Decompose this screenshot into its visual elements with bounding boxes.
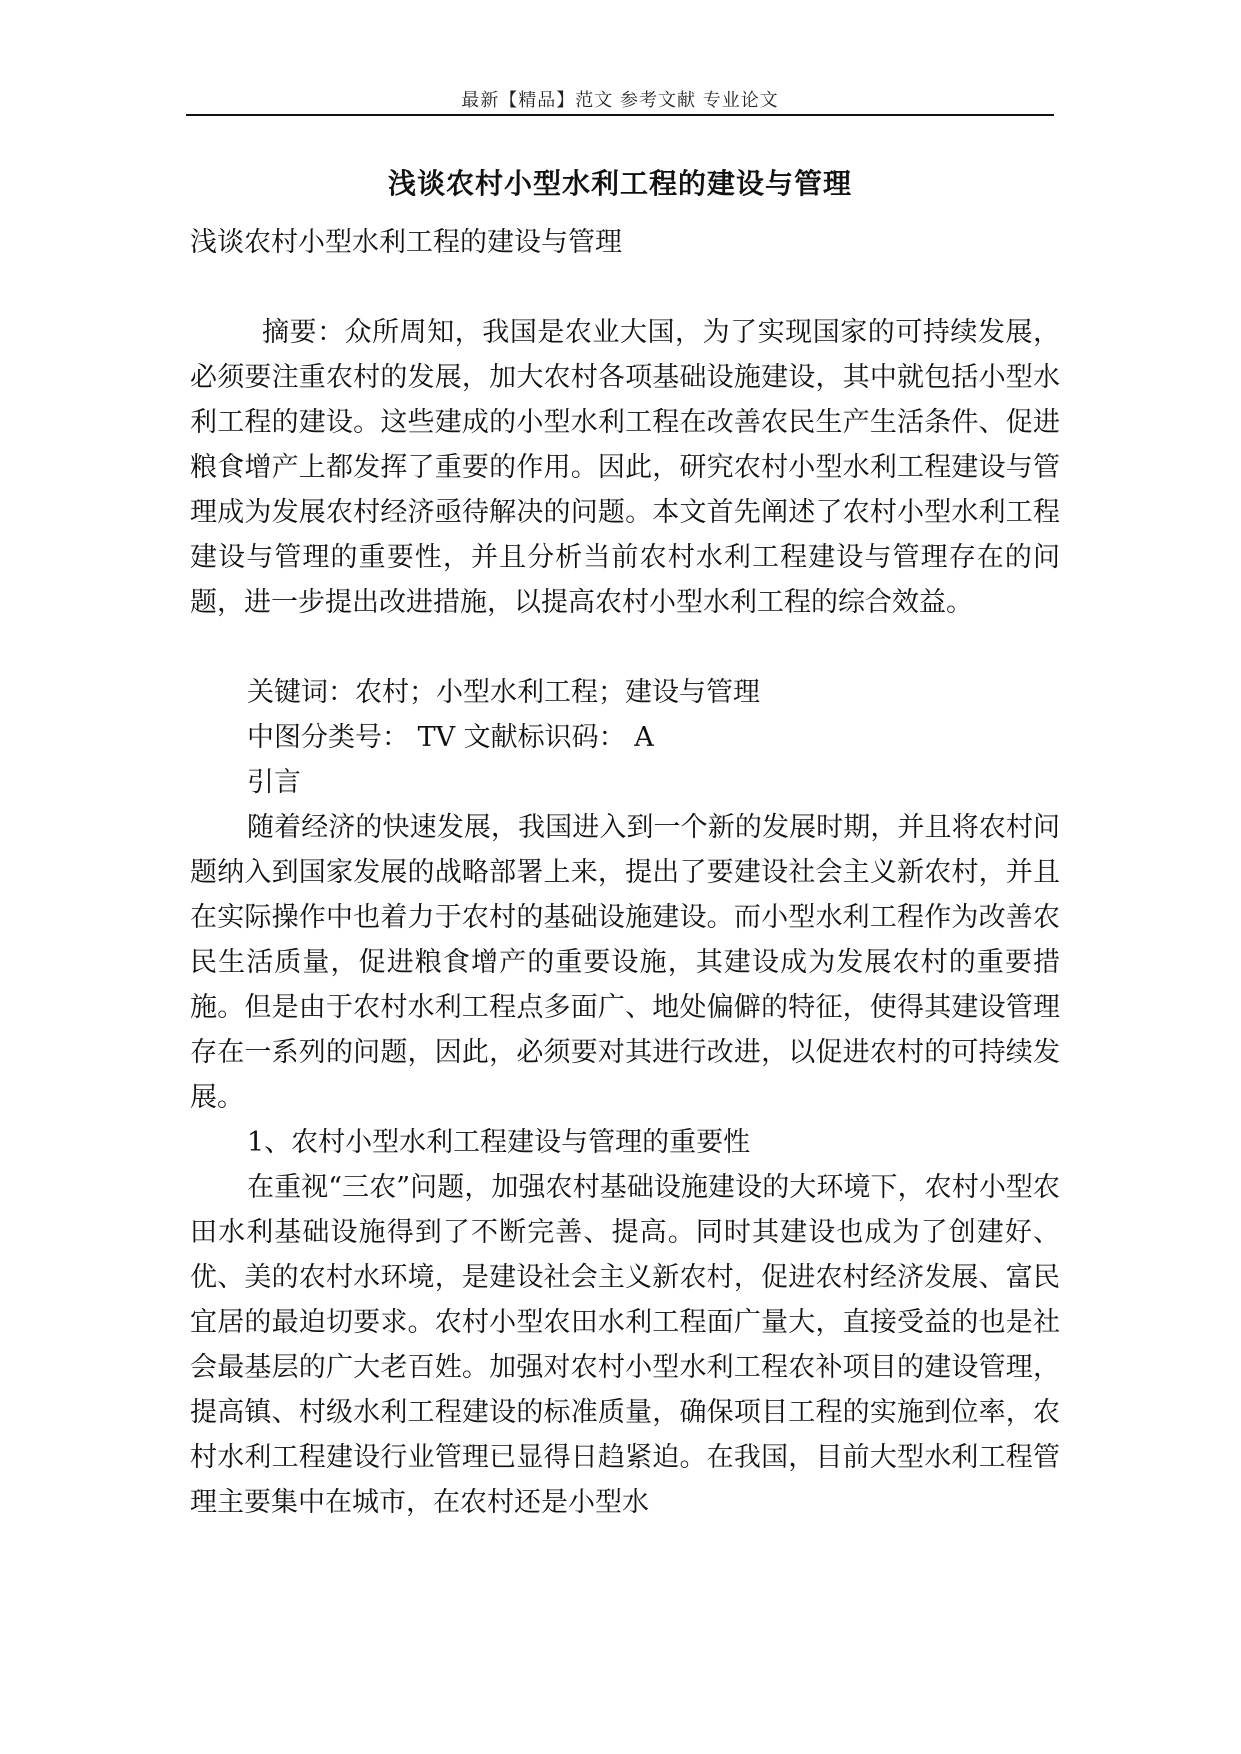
abstract-paragraph: 摘要：众所周知，我国是农业大国，为了实现国家的可持续发展，必须要注重农村的发展，加大农村各项基础设施建设，其中就包括小型水利工程的建设。这些建成的小型水利工程在改善农民生产生活条件、促进粮食增产上都发挥了重要的作用。因此，研究农村小型水利工程建设与管理成为发展农村经济亟待解决的问题。本文首先阐述了农村小型水利工程建设与管理的重要性，并且分析当前农村水利工程建设与管理存在的问题，进一步提出改进措施，以提高农村小型水利工程的综合效益。 [190, 317, 1060, 618]
page-header: 最新【精品】范文 参考文献 专业论文 [461, 90, 779, 111]
keywords-line: 关键词：农村；小型水利工程；建设与管理 [247, 677, 760, 708]
intro-paragraph: 随着经济的快速发展，我国进入到一个新的发展时期，并且将农村问题纳入到国家发展的战略部署上来，提出了要建设社会主义新农村，并且在实际操作中也着力于农村的基础设施建设。而小型水利工程作为改善农民生活质量，促进粮食增产的重要设施，其建设成为发展农村的重要措施。但是由于农村水利工程点多面广、地处偏僻的特征，使得其建设管理存在一系列的问题，因此，必须要对其进行改进，以促进农村的可持续发展。 [190, 812, 1060, 1113]
document-title: 浅谈农村小型水利工程的建设与管理 [387, 167, 852, 200]
intro-heading: 引言 [247, 767, 301, 798]
section-1-paragraph: 在重视“三农”问题，加强农村基础设施建设的大环境下，农村小型农田水利基础设施得到了不断完善、提高。同时其建设也成为了创建好、优、美的农村水环境，是建设社会主义新农村，促进农村经济发展、富民宜居的最迫切要求。农村小型农田水利工程面广量大，直接受益的也是社会最基层的广大老百姓。加强对农村小型水利工程农补项目的建设管理，提高镇、村级水利工程建设的标准质量，确保项目工程的实施到位率，农村水利工程建设行业管理已显得日趋紧迫。在我国，目前大型水利工程管理主要集中在城市，在农村还是小型水 [190, 1172, 1060, 1518]
header-rule [186, 114, 1054, 116]
document-body [190, 220, 1060, 1525]
document-subtitle: 浅谈农村小型水利工程的建设与管理 [190, 227, 622, 258]
classification-line: 中图分类号： TV 文献标识码： A [247, 722, 654, 753]
section-1-heading: 1、农村小型水利工程建设与管理的重要性 [247, 1127, 751, 1158]
